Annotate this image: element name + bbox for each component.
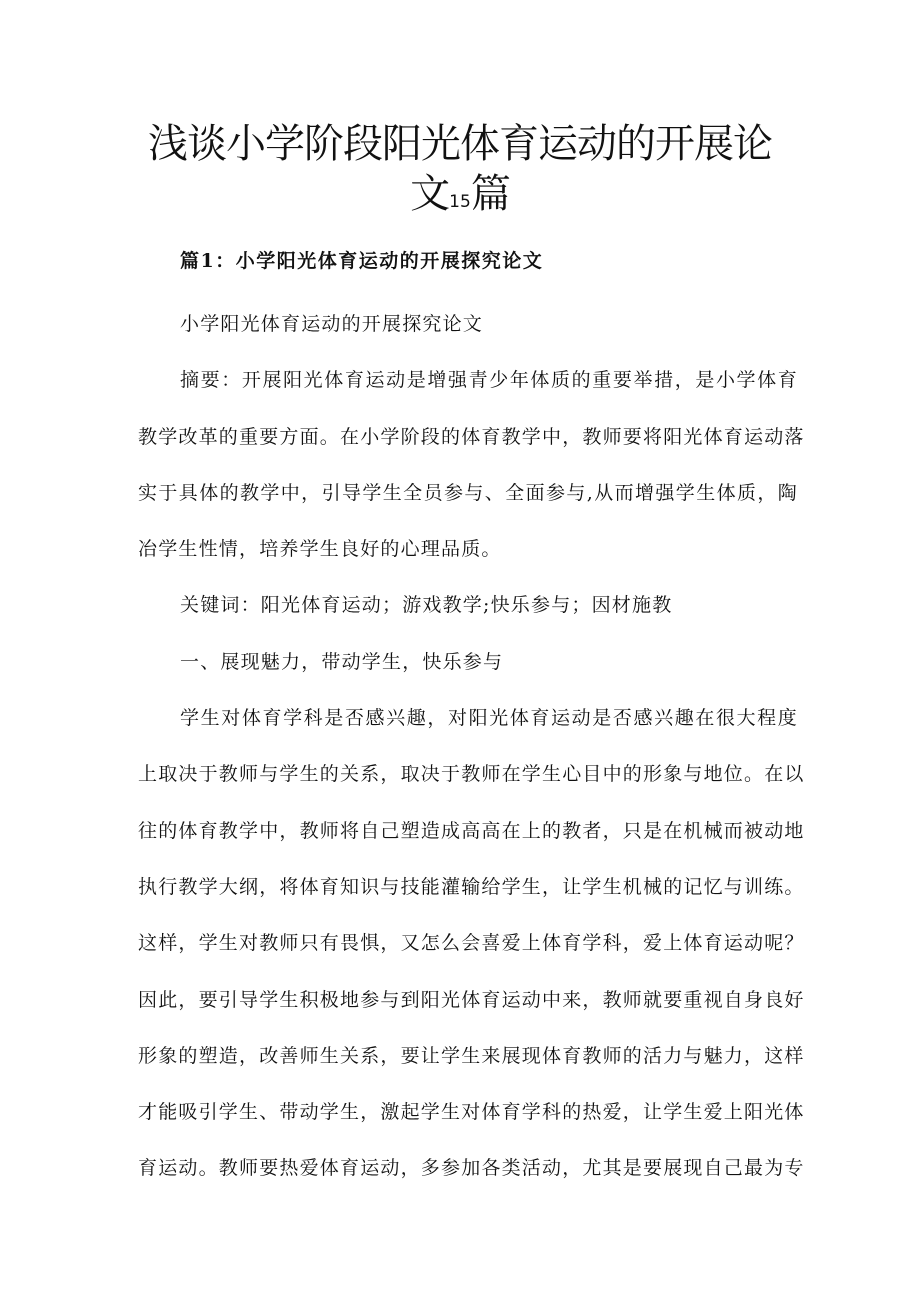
body-line: 教学改革的重要方面。在小学阶段的体育教学中，教师要将阳光体育运动落 — [138, 425, 805, 448]
body-line: 因此，要引导学生积极地参与到阳光体育运动中来，教师就要重视自身良好 — [138, 988, 805, 1011]
body-line: 这样，学生对教师只有畏惧，又怎么会喜爱上体育学科，爱上体育运动呢？ — [138, 932, 805, 955]
body-line: 形象的塑造，改善师生关系，要让学生来展现体育教师的活力与魅力，这样 — [138, 1044, 805, 1067]
body-line: 小学阳光体育运动的开展探究论文 — [180, 313, 484, 335]
section-heading: 篇1：小学阳光体育运动的开展探究论文 — [180, 250, 544, 272]
body-line: 上取决于教师与学生的关系，取决于教师在学生心目中的形象与地位。在以 — [138, 763, 805, 786]
title-line-2-part-b: 篇 — [470, 171, 510, 217]
body-line: 执行教学大纲，将体育知识与技能灌输给学生，让学生机械的记忆与训练。 — [138, 875, 805, 898]
document-title-line-1: 浅谈小学阶段阳光体育运动的开展论 — [148, 121, 772, 167]
body-line: 冶学生性情，培养学生良好的心理品质。 — [138, 538, 502, 561]
body-line: 才能吸引学生、带动学生，激起学生对体育学科的热爱，让学生爱上阳光体 — [138, 1101, 805, 1124]
title-line-2-number: 15 — [449, 192, 471, 212]
body-line: 一、展现魅力，带动学生，快乐参与 — [180, 650, 504, 673]
body-line: 摘要：开展阳光体育运动是增强青少年体质的重要举措，是小学体育 — [180, 369, 798, 392]
body-line: 学生对体育学科是否感兴趣，对阳光体育运动是否感兴趣在很大程度 — [180, 707, 798, 730]
body-text — [138, 296, 805, 1197]
body-line: 往的体育教学中，教师将自己塑造成高高在上的教者，只是在机械而被动地 — [138, 819, 805, 842]
document-title-line-2 — [0, 170, 920, 226]
title-line-2-part-a: 文 — [410, 171, 450, 217]
body-line: 关键词：阳光体育运动；游戏教学;快乐参与；因材施教 — [180, 594, 673, 617]
body-line: 实于具体的教学中，引导学生全员参与、全面参与,从而增强学生体质，陶 — [138, 481, 798, 504]
body-line: 育运动。教师要热爱体育运动，多参加各类活动，尤其是要展现自己最为专 — [138, 1157, 805, 1180]
